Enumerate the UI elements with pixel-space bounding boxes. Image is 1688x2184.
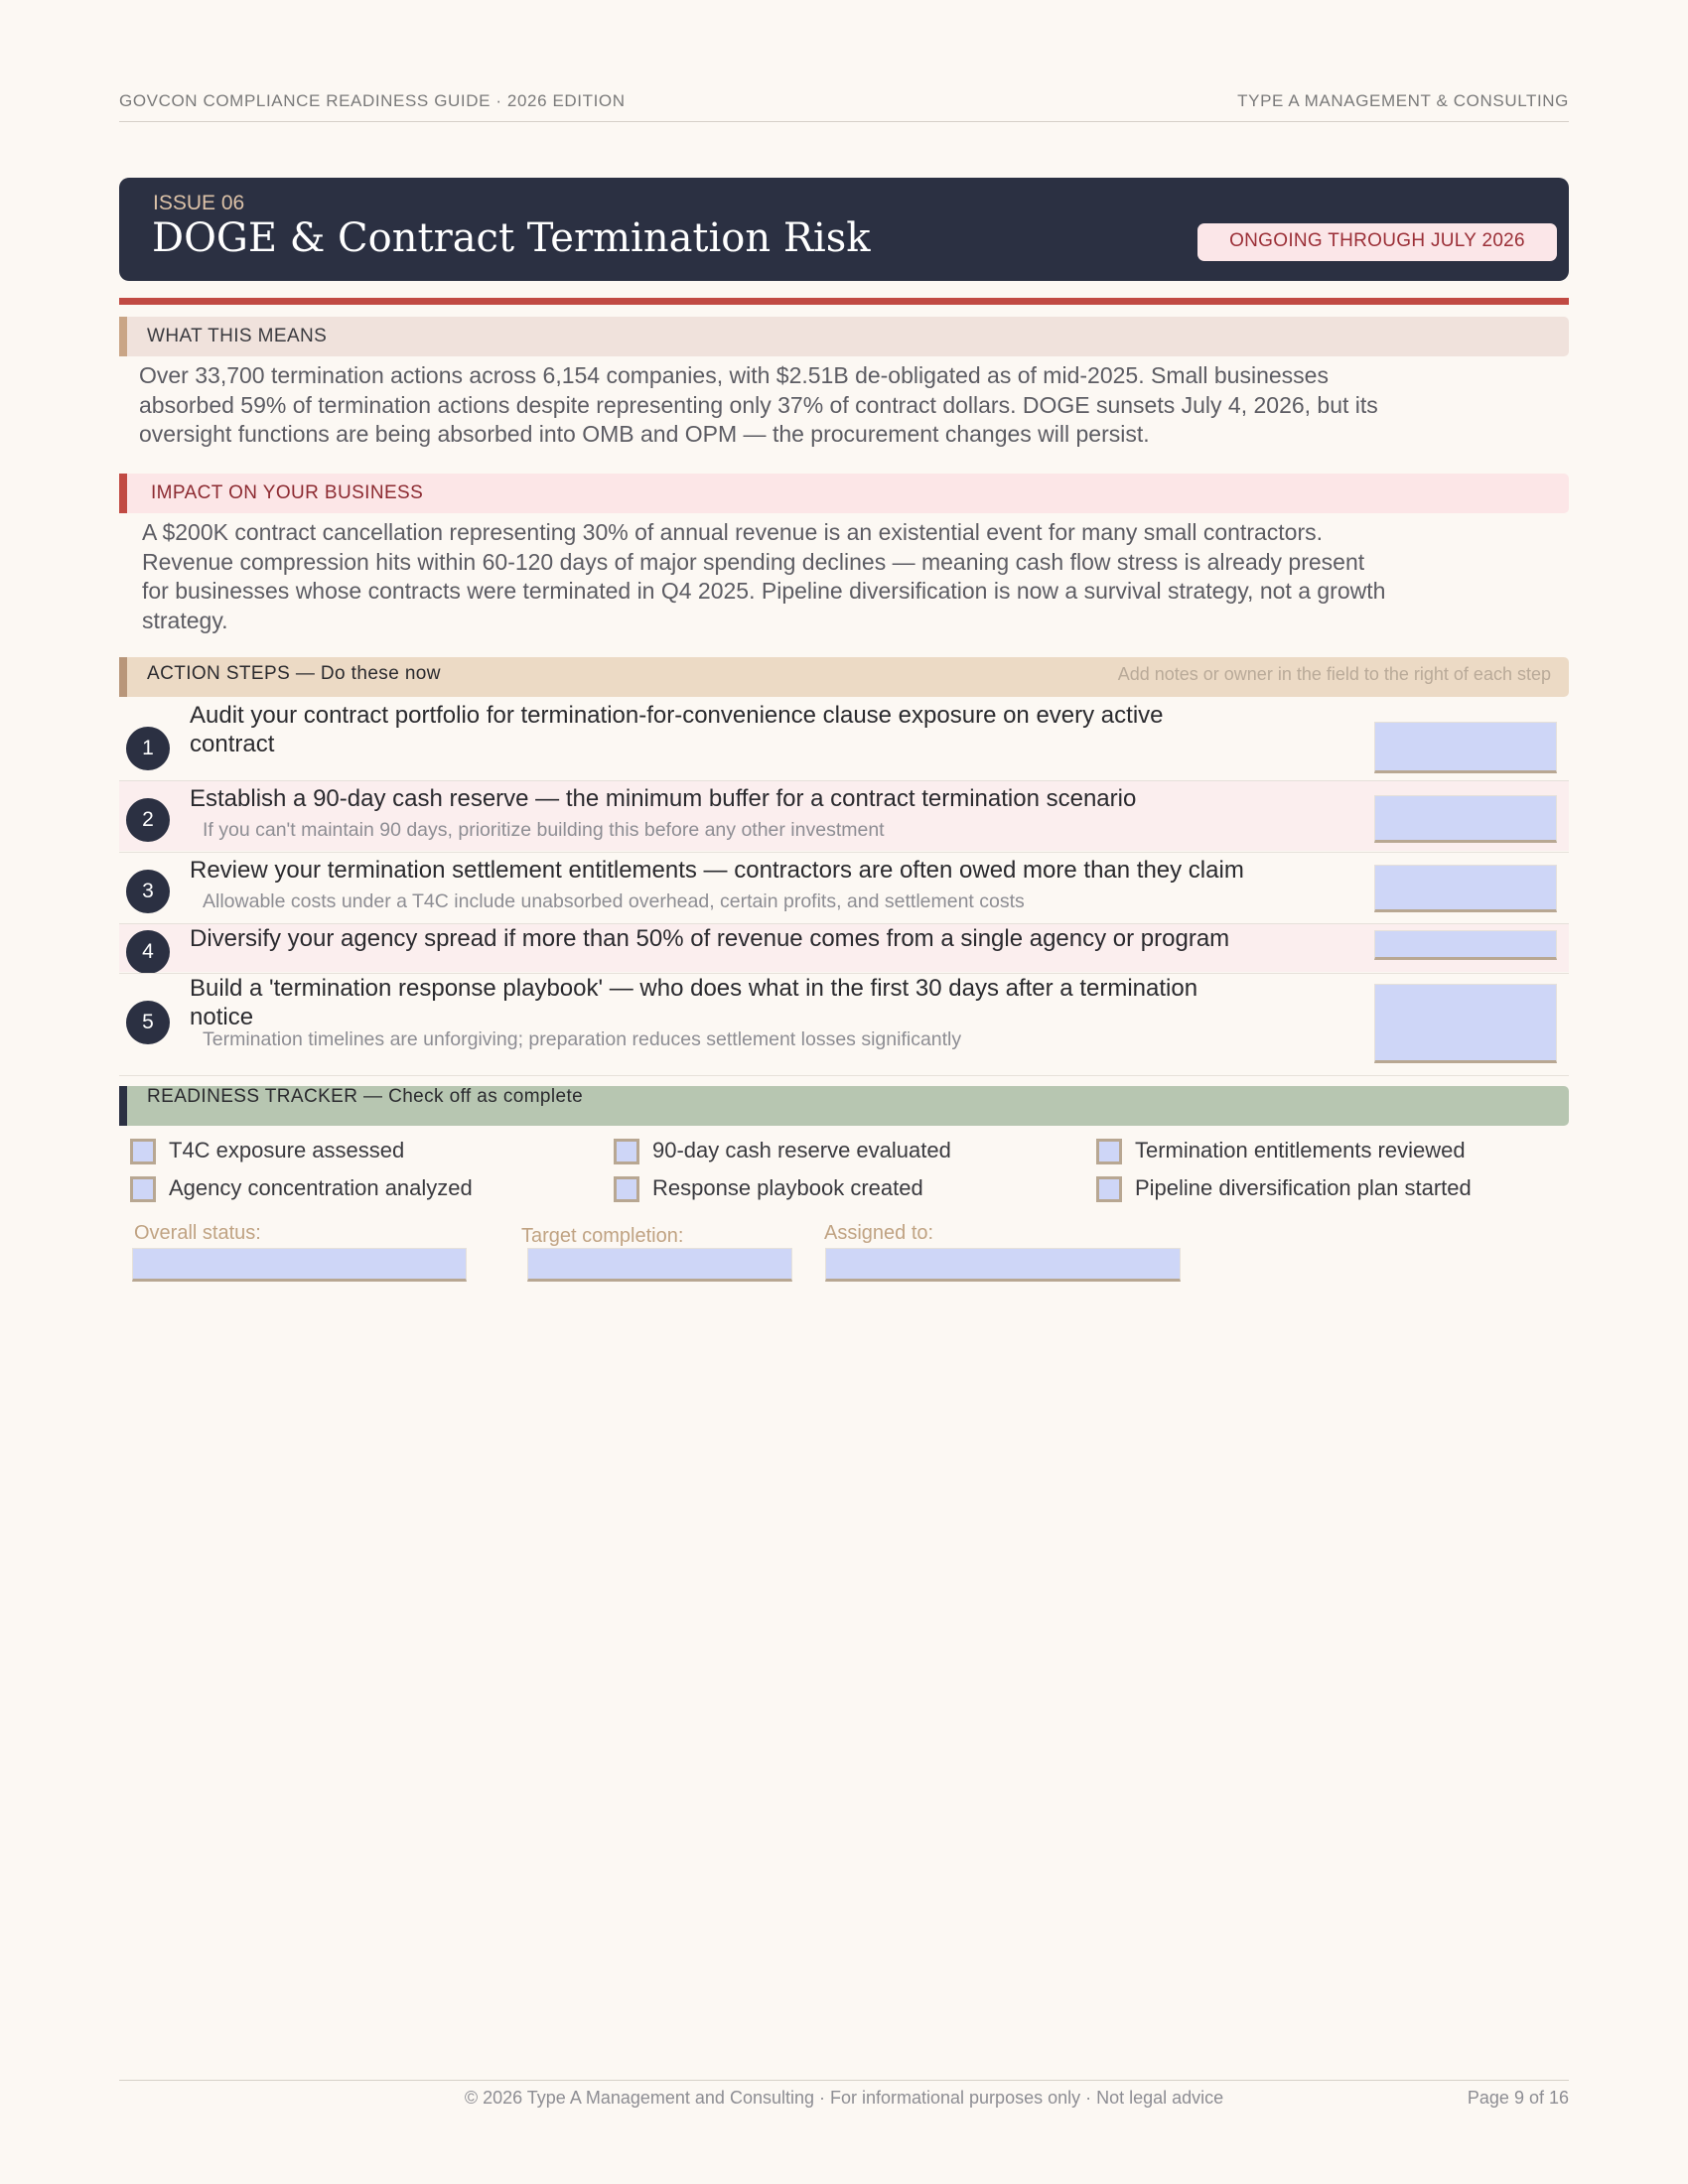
paragraph-line: Revenue compression hits within 60-120 days of major spending declines — meaning cash flow stress is already present bbox=[142, 548, 1365, 575]
checkbox-label: T4C exposure assessed bbox=[169, 1138, 405, 1162]
target-completion-field[interactable] bbox=[527, 1248, 792, 1282]
impact-header bbox=[119, 474, 1569, 513]
step-notes-field[interactable] bbox=[1374, 930, 1557, 960]
impact-text bbox=[142, 518, 1572, 635]
step-title-line: Audit your contract portfolio for termination-for-convenience clause exposure on every active bbox=[190, 702, 1164, 729]
section-accent-bar bbox=[119, 317, 127, 356]
checkbox-label: Pipeline diversification plan started bbox=[1135, 1175, 1472, 1200]
step-title: Diversify your agency spread if more than 50% of revenue comes from a single agency or program bbox=[190, 925, 1230, 952]
checkbox-label: Agency concentration analyzed bbox=[169, 1175, 473, 1200]
step-title-line: notice bbox=[190, 1004, 254, 1030]
paragraph-line: oversight functions are being absorbed into OMB and OPM — the procurement changes will persist. bbox=[139, 421, 1150, 447]
issue-title: DOGE & Contract Termination Risk bbox=[152, 215, 871, 261]
section-accent-bar bbox=[119, 474, 127, 513]
checkbox-label: Termination entitlements reviewed bbox=[1135, 1138, 1466, 1162]
step-notes-field[interactable] bbox=[1374, 795, 1557, 843]
issue-banner bbox=[119, 178, 1569, 281]
paragraph-line: A $200K contract cancellation representing 30% of annual revenue is an existential event for many small contractors. bbox=[142, 519, 1324, 545]
step-title-line: Build a 'termination response playbook' — who does what in the first 30 days after a termination bbox=[190, 975, 1198, 1002]
action-step-4 bbox=[119, 924, 1569, 972]
target-completion-label: Target completion: bbox=[521, 1225, 684, 1247]
step-title bbox=[190, 701, 1441, 758]
step-divider bbox=[119, 1075, 1569, 1076]
step-subtitle: If you can't maintain 90 days, prioritize building this before any other investment bbox=[203, 819, 885, 841]
running-header bbox=[119, 91, 1569, 122]
checkbox[interactable] bbox=[614, 1176, 639, 1202]
step-number-badge: 5 bbox=[126, 1001, 170, 1044]
footer-divider bbox=[119, 2080, 1569, 2081]
step-subtitle: Termination timelines are unforgiving; preparation reduces settlement losses significantly bbox=[203, 1028, 962, 1050]
checkbox-label: 90-day cash reserve evaluated bbox=[652, 1138, 951, 1162]
accent-divider bbox=[119, 298, 1569, 305]
issue-number: ISSUE 06 bbox=[153, 192, 245, 214]
checkbox[interactable] bbox=[130, 1176, 156, 1202]
guide-title: GOVCON COMPLIANCE READINESS GUIDE · 2026 EDITION bbox=[119, 91, 626, 110]
step-title: Establish a 90-day cash reserve — the minimum buffer for a contract termination scenario bbox=[190, 785, 1137, 812]
action-step-3 bbox=[119, 853, 1569, 922]
section-heading: WHAT THIS MEANS bbox=[147, 326, 328, 346]
paragraph-line: Over 33,700 termination actions across 6,154 companies, with $2.51B de-obligated as of mid-2025. Small businesses bbox=[139, 362, 1329, 388]
step-notes-field[interactable] bbox=[1374, 722, 1557, 773]
step-notes-field[interactable] bbox=[1374, 984, 1557, 1063]
step-title-line: contract bbox=[190, 731, 275, 757]
checkbox[interactable] bbox=[130, 1139, 156, 1164]
action-steps-hint: Add notes or owner in the field to the right of each step bbox=[1117, 664, 1551, 684]
step-number-badge: 2 bbox=[126, 798, 170, 842]
step-notes-field[interactable] bbox=[1374, 865, 1557, 912]
checkbox-label: Response playbook created bbox=[652, 1175, 923, 1200]
section-heading: READINESS TRACKER — Check off as complete bbox=[147, 1086, 584, 1107]
section-accent-bar bbox=[119, 1086, 127, 1126]
step-title: Review your termination settlement entitlements — contractors are often owed more than they claim bbox=[190, 857, 1244, 884]
assigned-to-label: Assigned to: bbox=[824, 1222, 934, 1244]
step-number-badge: 3 bbox=[126, 870, 170, 913]
what-this-means-text bbox=[139, 361, 1569, 450]
readiness-tracker-header bbox=[119, 1086, 1569, 1126]
section-accent-bar bbox=[119, 657, 127, 697]
status-badge: ONGOING THROUGH JULY 2026 bbox=[1197, 223, 1557, 261]
paragraph-line: for businesses whose contracts were terminated in Q4 2025. Pipeline diversification is now a survival strategy, not a growth bbox=[142, 578, 1386, 604]
step-title bbox=[190, 974, 1441, 1031]
section-heading: IMPACT ON YOUR BUSINESS bbox=[151, 482, 424, 503]
paragraph-line: absorbed 59% of termination actions despite representing only 37% of contract dollars. DOGE sunsets July 4, 2026, but its bbox=[139, 391, 1378, 418]
action-step-1 bbox=[119, 698, 1569, 777]
page-number: Page 9 of 16 bbox=[1467, 2088, 1569, 2108]
section-heading: ACTION STEPS — Do these now bbox=[147, 663, 441, 684]
checkbox[interactable] bbox=[1096, 1139, 1122, 1164]
overall-status-label: Overall status: bbox=[134, 1222, 261, 1244]
checkbox[interactable] bbox=[1096, 1176, 1122, 1202]
paragraph-line: strategy. bbox=[142, 607, 228, 633]
checkbox[interactable] bbox=[614, 1139, 639, 1164]
step-number-badge: 1 bbox=[126, 727, 170, 770]
action-steps-header bbox=[119, 657, 1569, 697]
assigned-to-field[interactable] bbox=[825, 1248, 1181, 1282]
what-this-means-header bbox=[119, 317, 1569, 356]
company-name: TYPE A MANAGEMENT & CONSULTING bbox=[1237, 91, 1569, 110]
step-number-badge: 4 bbox=[126, 930, 170, 974]
action-step-2 bbox=[119, 781, 1569, 851]
footer-disclaimer: © 2026 Type A Management and Consulting · For informational purposes only · Not legal advice bbox=[464, 2088, 1224, 2108]
overall-status-field[interactable] bbox=[132, 1248, 467, 1282]
action-step-5 bbox=[119, 974, 1569, 1073]
step-subtitle: Allowable costs under a T4C include unabsorbed overhead, certain profits, and settlement costs bbox=[203, 890, 1025, 912]
